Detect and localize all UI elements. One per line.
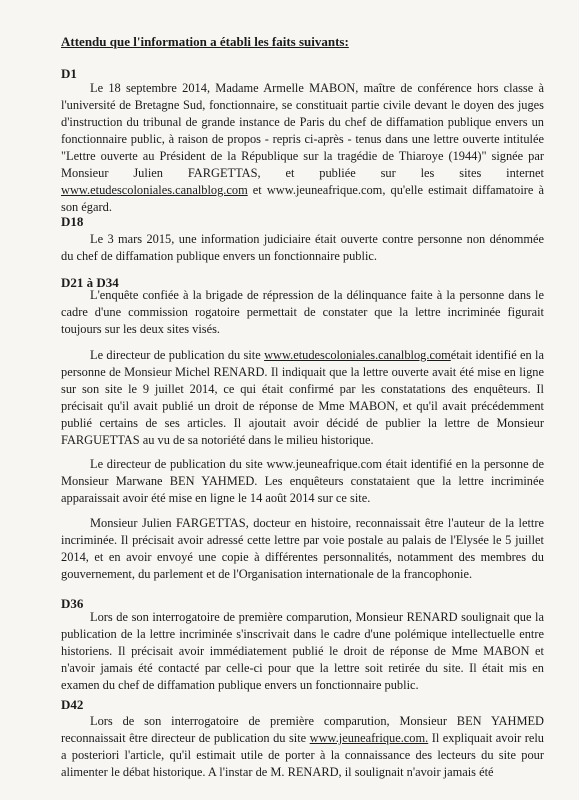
link-etudescoloniales[interactable]: www.etudescoloniales.canalblog.com xyxy=(61,183,248,197)
section-label-d42: D42 xyxy=(61,697,84,712)
paragraph-d1 xyxy=(61,80,544,216)
section-label-d36: D36 xyxy=(61,596,84,611)
text-run: Le 3 mars 2015, une information judiciaire était ouverte contre personne non dénommée du chef de diffamation publique envers un fonctionnaire public. xyxy=(61,232,544,263)
text-run: Le directeur de publication du site www.jeuneafrique.com était identifié en la personne de Monsieur Marwane BEN YAHMED. Les enquêteurs constataient que la lettre incriminée apparaissait avoir été mise en ligne le 14 août 2014 sur ce site. xyxy=(61,457,544,505)
text-run: Il expliquait avoir relu a posteriori l'article, qu'il estimait utile de porter à la connaissance des lecteurs du site pour alimenter le débat historique. A l'instar de M. RENARD, il soulignait n'avoir jamais été xyxy=(61,731,544,779)
link-etudescoloniales[interactable]: www.etudescoloniales.canalblog.com xyxy=(264,348,451,362)
paragraph-d42 xyxy=(61,713,544,781)
paragraph-d36 xyxy=(61,609,544,694)
text-run: Le 18 septembre 2014, Madame Armelle MABON, maître de conférence hors classe à l'université de Bretagne Sud, fonctionnaire, se constituait partie civile devant le doyen des juges d'instruction du tribunal de grande instance de Paris du chef de diffamation publique envers un fonctionnaire public, à raison de propos - repris ci-après - tenus dans une lettre ouverte intitulée "Lettre ouverte au Président de la République sur la tragédie de Thiaroye (1944)" signée par Monsieur Julien FARGETTAS, et publiée sur les sites internet xyxy=(61,81,544,180)
paragraph-d21-fargettas xyxy=(61,515,544,583)
document-heading: Attendu que l'information a établi les faits suivants: xyxy=(61,34,349,49)
paragraph-d18 xyxy=(61,231,544,265)
paragraph-d21-ben-yahmed xyxy=(61,456,544,507)
section-label-d1: D1 xyxy=(61,66,77,81)
text-run: L'enquête confiée à la brigade de répression de la délinquance faite à la personne dans le cadre d'une commission rogatoire permettait de constater que la lettre incriminée figurait toujours sur les deux sites visés. xyxy=(61,288,544,336)
text-run: Lors de son interrogatoire de première comparution, Monsieur BEN YAHMED reconnaissait être directeur de publication du site xyxy=(61,714,544,745)
section-label-d21-d34: D21 à D34 xyxy=(61,275,119,290)
link-jeuneafrique[interactable]: www.jeuneafrique.com. xyxy=(309,731,429,745)
text-run: Lors de son interrogatoire de première comparution, Monsieur RENARD soulignait que la publication de la lettre incriminée s'inscrivait dans le cadre d'une polémique intellectuelle entre historiens. Il précisait avoir immédiatement publié le droit de réponse de Mme MABON et n'avoir jamais été contacté par celle-ci pour que la lettre soit retirée du site. Il était mis en examen du chef de diffamation publique envers un fonctionnaire public. xyxy=(61,610,544,692)
paragraph-d21-enquete xyxy=(61,287,544,338)
paragraph-d21-renard xyxy=(61,347,544,449)
text-run: Le directeur de publication du site xyxy=(90,348,265,362)
section-label-d18: D18 xyxy=(61,214,84,229)
text-run: et www.jeuneafrique.com, qu'elle estimait diffamatoire à son égard. xyxy=(61,183,544,214)
text-run: Monsieur Julien FARGETTAS, docteur en histoire, reconnaissait être l'auteur de la lettre incriminée. Il précisait avoir adressé cette lettre par voie postale au palais de l'Elysée le 5 juillet 2014, et en avoir envoyé une copie à différentes personnalités, notamment des membres du gouvernement, du parlement et de l'Organisation internationale de la francophonie. xyxy=(61,516,544,581)
text-run: était identifié en la personne de Monsieur Michel RENARD. Il indiquait que la lettre ouverte avait été mise en ligne sur son site le 9 juillet 2014, ce qui était confirmé par les constatations des enquêteurs. Il précisait qu'il avait publié un droit de réponse de Mme MABON, et qu'il avait précédemment publié certains de ses articles. Il ajoutait avoir décidé de publier la lettre de Monsieur FARGUETTAS au vu de sa notoriété dans le milieu historique. xyxy=(61,348,544,447)
